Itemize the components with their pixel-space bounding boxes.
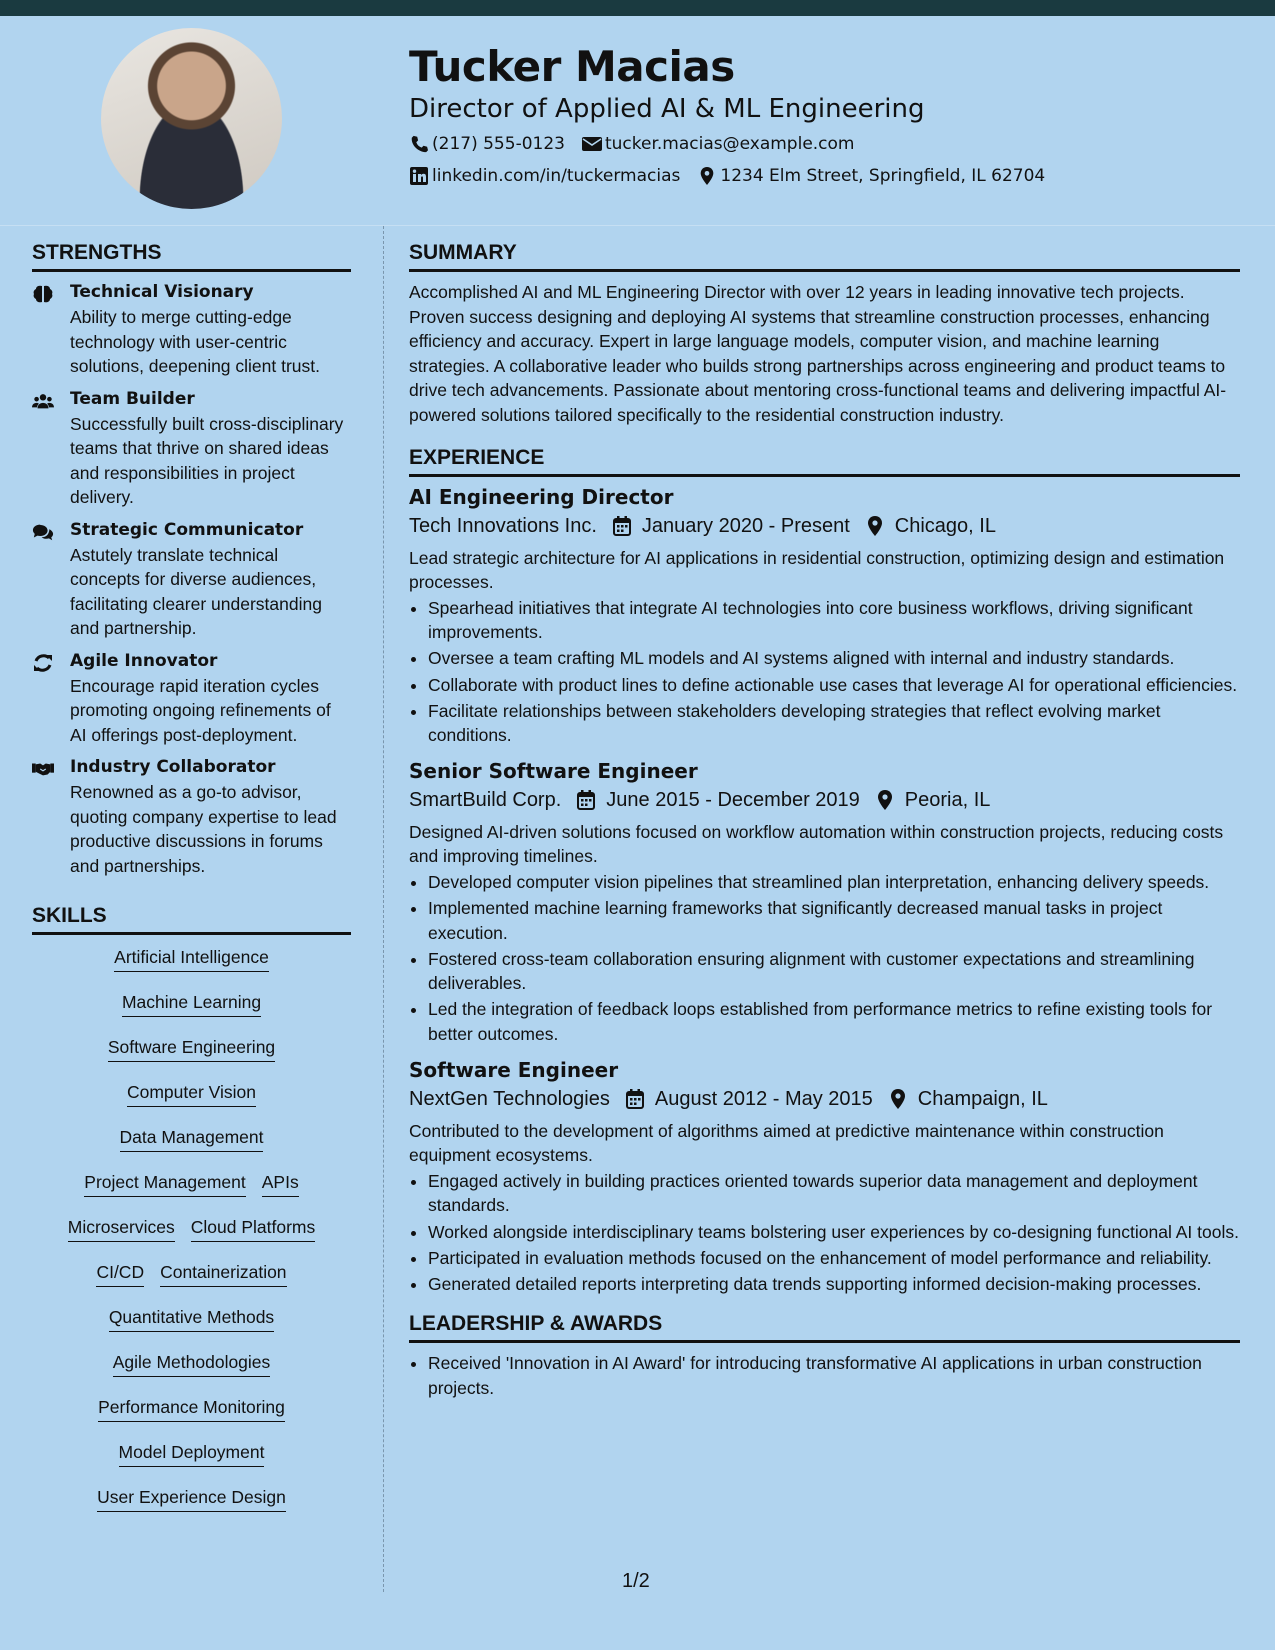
job-bullets xyxy=(409,1169,1240,1296)
address-text: 1234 Elm Street, Springfield, IL 62704 xyxy=(720,166,1046,186)
brain-icon xyxy=(32,282,70,379)
job-description: Contributed to the development of algorithms aimed at predictive maintenance within construction equipment ecosystems. xyxy=(409,1120,1164,1166)
strength-desc: Ability to merge cutting-edge technology with user-centric solutions, deepening client trust. xyxy=(70,307,321,376)
job-role: Senior Software Engineer xyxy=(409,758,698,783)
map-marker-icon xyxy=(697,167,717,185)
job-meta xyxy=(409,1088,1240,1111)
contact-line-1 xyxy=(409,134,872,154)
bullet-item: • Developed computer vision pipelines that streamlined plan interpretation, enhancing delivery speeds. xyxy=(428,870,1240,895)
phone-contact[interactable] xyxy=(409,134,565,154)
bullet-item: • Implemented machine learning frameworks that significantly decreased manual tasks in project execution. xyxy=(428,896,1240,945)
job-company: NextGen Technologies xyxy=(409,1087,610,1110)
strength-item xyxy=(32,651,351,748)
strength-item xyxy=(32,520,351,641)
skill-row xyxy=(32,1351,351,1396)
contact-line-2 xyxy=(409,166,1062,186)
skill-row xyxy=(32,1171,351,1216)
phone-text: (217) 555-0123 xyxy=(432,134,565,154)
bullet-item: • Fostered cross-team collaboration ensuring alignment with customer expectations and streamlining deliverables. xyxy=(428,947,1240,996)
award-item: • Received 'Innovation in AI Award' for introducing transformative AI applications in urban construction projects. xyxy=(428,1351,1240,1400)
skill-row xyxy=(32,1486,351,1531)
map-marker-icon xyxy=(864,516,886,536)
skill-tag: Containerization xyxy=(160,1261,286,1287)
bullet-item: • Led the integration of feedback loops established from performance metrics to refine existing tools for better outcomes. xyxy=(428,997,1240,1046)
bullet-item: • Participated in evaluation methods focused on the enhancement of model performance and reliability. xyxy=(428,1246,1240,1271)
right-column xyxy=(409,241,1240,1402)
page-number: 1/2 xyxy=(622,1570,650,1592)
email-text: tucker.macias@example.com xyxy=(604,134,855,154)
skills-list xyxy=(32,946,351,1531)
skill-row xyxy=(32,1441,351,1486)
strength-title: Industry Collaborator xyxy=(70,757,276,777)
strength-desc: Renowned as a go-to advisor, quoting company expertise to lead productive discussions in forums and partnerships. xyxy=(70,782,337,876)
leadership-list xyxy=(409,1351,1240,1400)
job-bullets xyxy=(409,596,1240,748)
strength-item xyxy=(32,757,351,878)
candidate-name: Tucker Macias xyxy=(409,42,735,91)
skill-tag: CI/CD xyxy=(96,1261,144,1287)
skill-row xyxy=(32,991,351,1036)
strength-title: Agile Innovator xyxy=(70,650,218,671)
job-company: SmartBuild Corp. xyxy=(409,788,562,811)
bullet-item: • Facilitate relationships between stakeholders developing strategies that reflect evolving market conditions. xyxy=(428,699,1240,748)
skill-tag: Artificial Intelligence xyxy=(114,946,269,972)
strengths-heading: STRENGTHS xyxy=(32,241,351,272)
strength-title: Strategic Communicator xyxy=(70,519,304,540)
phone-icon xyxy=(409,135,429,153)
strength-item xyxy=(32,282,351,379)
column-divider xyxy=(383,226,384,1592)
handshake-icon xyxy=(32,757,70,878)
skill-row xyxy=(32,1036,351,1081)
skill-row xyxy=(32,1216,351,1261)
job-description: Lead strategic architecture for AI applications in residential construction, optimizing design and estimation processes. xyxy=(409,547,1225,593)
strength-title: Team Builder xyxy=(70,388,195,409)
avatar xyxy=(101,28,282,209)
envelope-icon xyxy=(582,135,602,153)
strength-item xyxy=(32,389,351,510)
job-description: Designed AI-driven solutions focused on workflow automation within construction projects, reducing costs and improving timelines. xyxy=(409,821,1224,867)
left-column xyxy=(32,241,351,1531)
address-contact xyxy=(697,166,1045,186)
job-location: Chicago, IL xyxy=(894,514,996,537)
bullet-item: • Collaborate with product lines to define actionable use cases that leverage AI for operational efficiencies. xyxy=(428,673,1240,698)
skill-row xyxy=(32,1396,351,1441)
bullet-item: • Spearhead initiatives that integrate AI technologies into core business workflows, driving significant improvements. xyxy=(428,596,1240,645)
skill-tag: Computer Vision xyxy=(127,1081,256,1107)
strength-desc: Astutely translate technical concepts for diverse audiences, facilitating clearer understanding and partnership. xyxy=(70,544,322,638)
email-contact[interactable] xyxy=(582,134,855,154)
job-company: Tech Innovations Inc. xyxy=(409,514,597,537)
skill-tag: Agile Methodologies xyxy=(113,1351,271,1377)
skill-row xyxy=(32,946,351,991)
strength-desc: Encourage rapid iteration cycles promoting ongoing refinements of AI offerings post-deployment. xyxy=(70,675,331,745)
skill-tag: Machine Learning xyxy=(122,991,261,1017)
job-dates: January 2020 - Present xyxy=(641,514,850,537)
job-dates: August 2012 - May 2015 xyxy=(654,1087,873,1110)
header-divider xyxy=(0,225,1275,226)
job-entry xyxy=(409,759,1240,1047)
map-marker-icon xyxy=(887,1089,909,1109)
calendar-icon xyxy=(611,516,633,536)
strength-title: Technical Visionary xyxy=(70,282,254,302)
job-entry xyxy=(409,485,1240,748)
bullet-item: • Worked alongside interdisciplinary teams bolstering user experiences by co-designing functional AI tools. xyxy=(428,1220,1240,1245)
experience-heading: EXPERIENCE xyxy=(409,446,1240,477)
strength-desc: Successfully built cross-disciplinary teams that thrive on shared ideas and responsibilities in project delivery. xyxy=(70,413,344,507)
summary-heading: SUMMARY xyxy=(409,241,1240,272)
job-entry xyxy=(409,1058,1240,1297)
bullet-item: • Oversee a team crafting ML models and AI systems aligned with internal and industry standards. xyxy=(428,646,1240,671)
skill-tag: Data Management xyxy=(120,1126,264,1152)
calendar-icon xyxy=(575,790,597,810)
job-bullets xyxy=(409,870,1240,1047)
top-bar xyxy=(0,0,1275,16)
leadership-heading: LEADERSHIP & AWARDS xyxy=(409,1312,1240,1343)
skill-tag: Model Deployment xyxy=(119,1441,265,1467)
linkedin-icon xyxy=(409,167,429,185)
map-marker-icon xyxy=(874,790,896,810)
calendar-icon xyxy=(624,1089,646,1109)
skill-tag: Cloud Platforms xyxy=(191,1216,316,1242)
skill-row xyxy=(32,1261,351,1306)
skill-row xyxy=(32,1306,351,1351)
skill-tag: Project Management xyxy=(84,1171,245,1197)
skill-tag: APIs xyxy=(262,1171,299,1197)
job-location: Champaign, IL xyxy=(917,1087,1048,1110)
candidate-title: Director of Applied AI & ML Engineering xyxy=(409,94,925,124)
skill-tag: Software Engineering xyxy=(108,1036,275,1062)
experience-list xyxy=(409,485,1240,1297)
comments-icon xyxy=(32,520,70,641)
skill-tag: Performance Monitoring xyxy=(98,1396,285,1422)
bullet-item: • Engaged actively in building practices oriented towards superior data management and deployment standards. xyxy=(428,1169,1240,1218)
bullet-item: • Generated detailed reports interpreting data trends supporting informed decision-making processes. xyxy=(428,1272,1240,1297)
job-meta xyxy=(409,789,1240,812)
sync-icon xyxy=(32,651,70,748)
users-icon xyxy=(32,389,70,510)
skill-tag: Quantitative Methods xyxy=(109,1306,274,1332)
skill-tag: Microservices xyxy=(68,1216,175,1242)
job-role: AI Engineering Director xyxy=(409,484,674,509)
summary-text: Accomplished AI and ML Engineering Director with over 12 years in leading innovative tech projects. Proven success designing and deploying AI systems that streamline construction processes, enhancing efficiency and accuracy. Expert in large language models, computer vision, and machine learning strategies. A collaborative leader who builds strong partnerships across engineering and product teams to drive tech advancements. Passionate about mentoring cross-functional teams and delivering impactful AI-powered solutions tailored specifically to the residential construction industry. xyxy=(409,282,1227,425)
skills-heading: SKILLS xyxy=(32,904,351,935)
linkedin-contact[interactable] xyxy=(409,166,680,186)
job-role: Software Engineer xyxy=(409,1057,619,1082)
skill-row xyxy=(32,1081,351,1126)
job-location: Peoria, IL xyxy=(904,788,991,811)
skill-tag: User Experience Design xyxy=(97,1486,286,1512)
job-meta xyxy=(409,515,1240,538)
linkedin-text: linkedin.com/in/tuckermacias xyxy=(432,166,681,186)
skill-row xyxy=(32,1126,351,1171)
job-dates: June 2015 - December 2019 xyxy=(606,788,860,811)
